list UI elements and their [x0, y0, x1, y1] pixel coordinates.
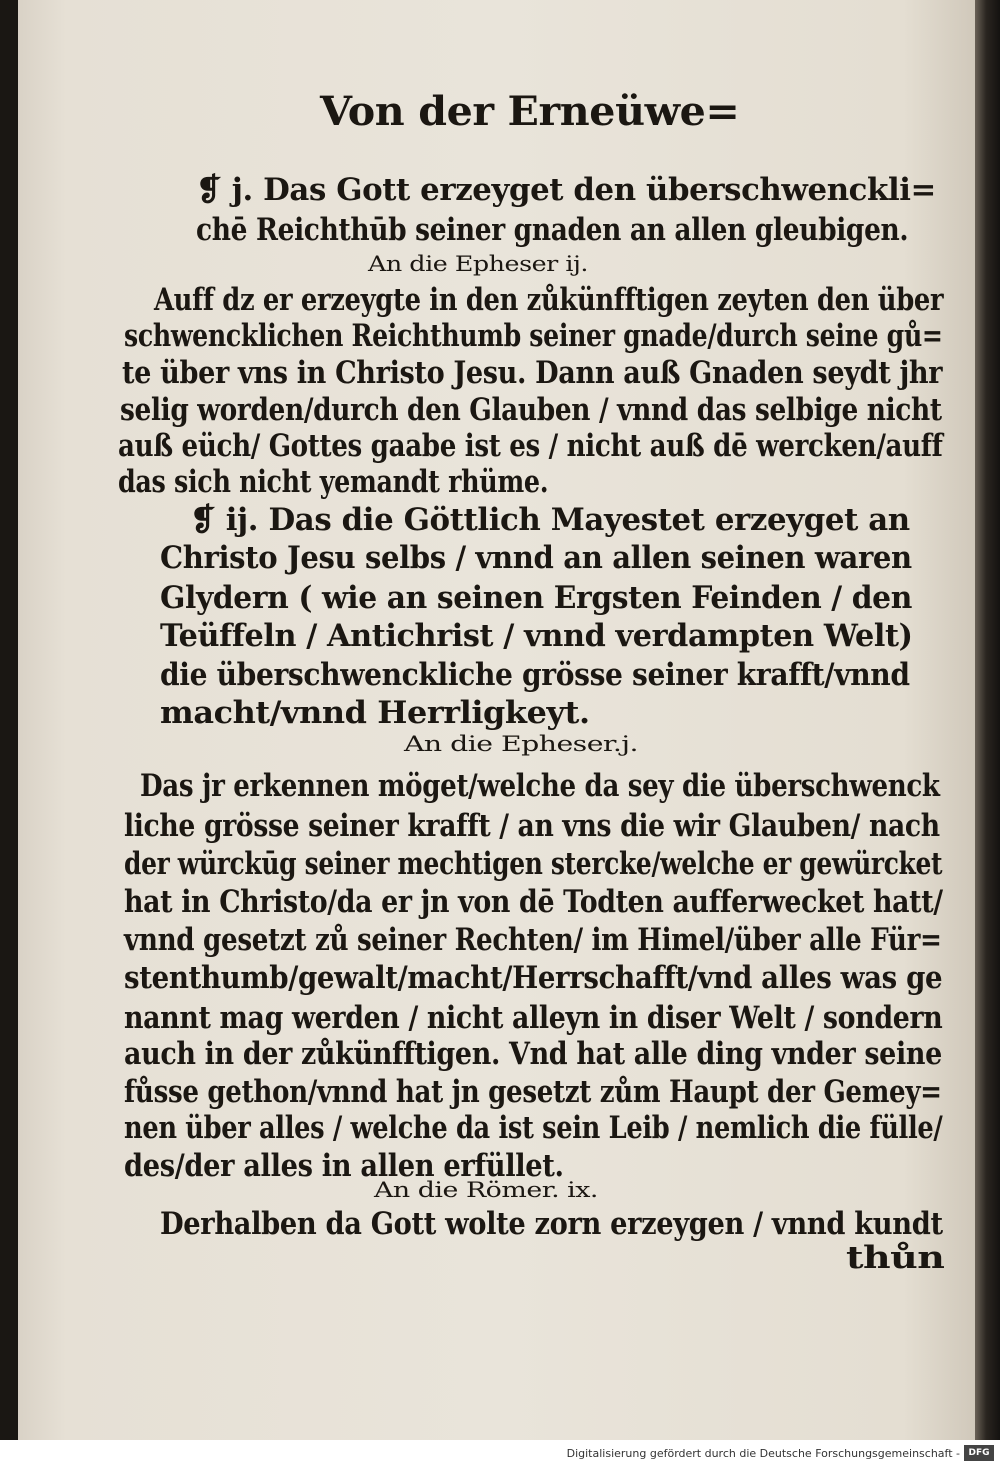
text-line: stenthumb/gewalt/macht/Herrschafft/vnd alles was ge	[124, 960, 943, 996]
text-line: macht/vnnd Herrligkeyt.	[160, 695, 590, 731]
text-line: Derhalben da Gott wolte zorn erzeygen / vnnd kundt	[160, 1206, 943, 1242]
text-line: liche grösse seiner krafft / an vns die wir Glauben/ nach	[124, 808, 940, 844]
text-line: selig worden/durch den Glauben / vnnd das selbige nicht	[120, 392, 942, 428]
text-line: Christo Jesu selbs / vnnd an allen seinen waren	[160, 540, 912, 576]
page-heading: Von der Erneüwe=	[320, 88, 740, 135]
text-line: schwencklichen Reichthumb seiner gnade/durch seine gů=	[124, 318, 943, 354]
text-line: der würckūg seiner mechtigen stercke/welche er gewürcket	[124, 846, 943, 882]
dfg-logo: DFG	[964, 1445, 994, 1461]
text-line: auch in der zůkünfftigen. Vnd hat alle ding vnder seine	[124, 1036, 942, 1072]
text-line: die überschwenckliche grösse seiner krafft/vnnd	[160, 657, 910, 693]
text-line: nen über alles / welche da ist sein Leib / nemlich die fülle/	[124, 1110, 943, 1146]
text-line: ❡ ij. Das die Göttlich Mayestet erzeyget an	[190, 502, 910, 538]
text-line: chē Reichthūb seiner gnaden an allen gleubigen.	[196, 212, 909, 248]
text-line: das sich nicht yemandt rhüme.	[118, 464, 549, 500]
scripture-reference: An die Epheser.j.	[404, 732, 639, 756]
text-line: Teüffeln / Antichrist / vnnd verdampten Welt)	[160, 618, 913, 654]
text-line: hat in Christo/da er jn von dē Todten aufferwecket hatt/	[124, 884, 943, 920]
text-line: thůn	[846, 1240, 945, 1276]
text-line: vnnd gesetzt zů seiner Rechten/ im Himel/über alle Für=	[124, 922, 942, 958]
text-line: des/der alles in allen erfüllet.	[124, 1148, 564, 1184]
text-line: te über vns in Christo Jesu. Dann auß Gnaden seydt jhr	[122, 355, 943, 391]
text-line: auß eüch/ Gottes gaabe ist es / nicht auß dē wercken/auff	[118, 428, 943, 464]
paper-page	[18, 0, 980, 1440]
binding-edge	[975, 0, 1000, 1440]
funding-credit: Digitalisierung gefördert durch die Deutsche Forschungsgemeinschaft -	[566, 1447, 960, 1460]
text-line: nannt mag werden / nicht alleyn in diser Welt / sondern	[124, 1000, 943, 1036]
text-line: Das jr erkennen möget/welche da sey die überschwenck	[140, 768, 940, 804]
text-line: Auff dz er erzeygte in den zůkünfftigen zeyten den über	[154, 282, 944, 318]
scripture-reference: An die Epheser ij.	[368, 252, 589, 276]
text-line: fůsse gethon/vnnd hat jn gesetzt zům Haupt der Gemey=	[124, 1074, 942, 1110]
text-line: ❡ j. Das Gott erzeyget den überschwenckli=	[196, 172, 936, 208]
scripture-reference: An die Römer. ix.	[374, 1178, 598, 1202]
footer-bar	[0, 1440, 1000, 1466]
text-line: Glydern ( wie an seinen Ergsten Feinden / den	[160, 580, 912, 616]
